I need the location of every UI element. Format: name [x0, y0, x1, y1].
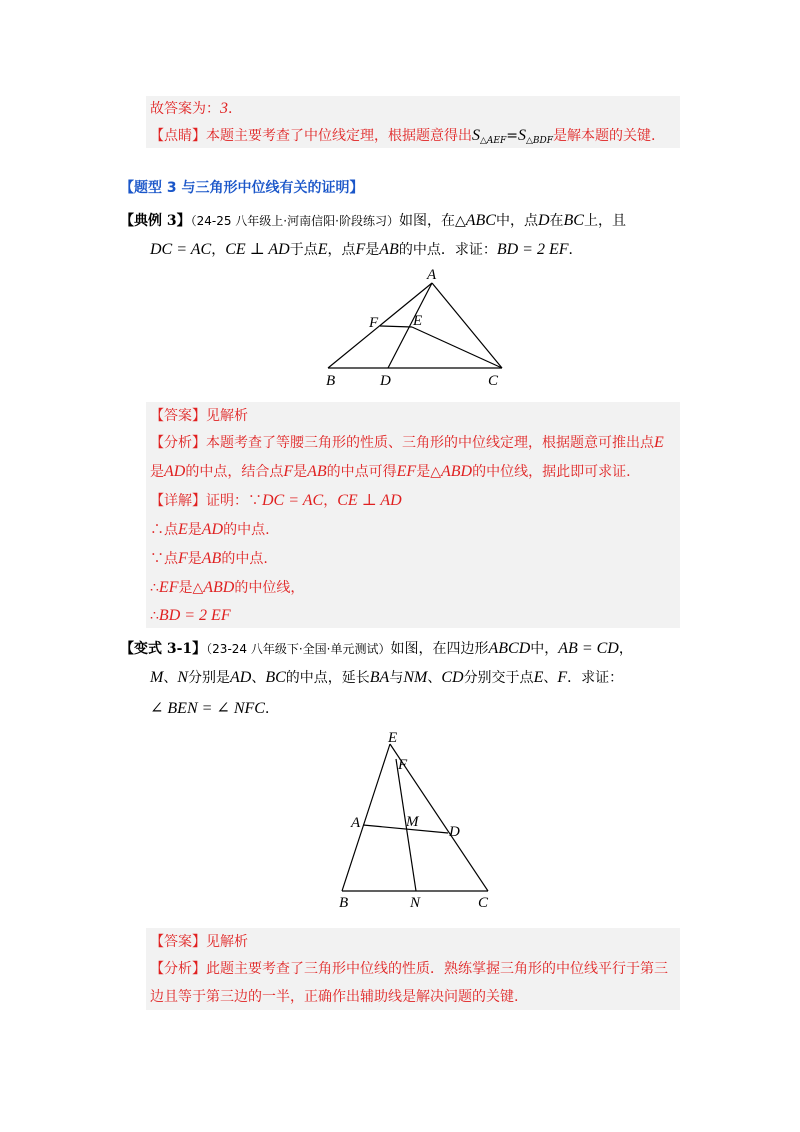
quadrilateral-figure-2 [330, 726, 500, 911]
variant31-line2: M、N分别是AD、BC的中点，延长BA与NM、CD分别交于点E、F．求证： [150, 669, 624, 686]
label-f: F [398, 757, 408, 773]
segment-fe [380, 326, 412, 327]
example3-analysis-line1: 【分析】本题考查了等腰三角形的性质、三角形的中位线定理，根据题意可推出点E [150, 434, 664, 451]
label-e: E [388, 730, 398, 746]
label-b: B [326, 373, 336, 389]
label-a: A [427, 267, 437, 283]
label-b: B [339, 895, 349, 911]
label-e: E [413, 313, 423, 329]
example3-step4: ∴BD = 2 EF [150, 607, 231, 624]
prev-comment-line: 【点睛】本题主要考查了中位线定理，根据题意得出$S_{\triangle AEF}=S_{\triangle BDF}$是解本题的关键. [150, 127, 656, 146]
variant31-analysis-line2: 边且等于第三边的一半，正确作出辅助线是解决问题的关键. [150, 989, 519, 1005]
label-d: D [449, 824, 460, 840]
label-d: D [380, 373, 391, 389]
label-a: A [351, 815, 361, 831]
section-title: 【题型 3 与三角形中位线有关的证明】 [120, 180, 364, 196]
prev-answer-line: 故答案为：3. [150, 100, 233, 117]
variant31-line3: ∠ BEN = ∠ NFC． [150, 700, 279, 717]
label-n: N [410, 895, 421, 911]
triangle-figure-1 [320, 265, 520, 390]
example3-line1: 【典例 3】（24-25 八年级上·河南信阳·阶段练习）如图，在△ABC中，点D在BC上，且 [120, 212, 626, 229]
example3-step2: ∵点F是AB的中点. [150, 550, 268, 567]
label-m: M [406, 814, 419, 830]
example3-step1: ∴点E是AD的中点. [150, 521, 270, 538]
segment-ac [432, 283, 502, 368]
example3-answer: 【答案】见解析 [150, 408, 248, 424]
example3-analysis-line2: 是AD的中点，结合点F是AB的中点可得EF是△ABD的中位线，据此即可求证. [150, 463, 631, 480]
example3-line2: DC = AC，CE ⊥ AD于点E，点F是AB的中点．求证：BD = 2 EF． [150, 241, 583, 258]
label-c: C [478, 895, 489, 911]
variant31-answer: 【答案】见解析 [150, 934, 248, 950]
example3-detail-line1: 【详解】证明：∵DC = AC，CE ⊥ AD [150, 492, 402, 509]
label-c: C [488, 373, 499, 389]
segment-ce [412, 327, 502, 368]
label-f: F [369, 315, 379, 331]
segment-eb [342, 744, 390, 891]
variant31-analysis-line1: 【分析】此题主要考查了三角形中位线的性质．熟练掌握三角形的中位线平行于第三 [150, 961, 668, 977]
variant31-line1: 【变式 3-1】（23-24 八年级下·全国·单元测试）如图，在四边形ABCD中，AB = CD， [120, 640, 633, 657]
example3-step3: ∴EF是△ABD的中位线， [150, 579, 305, 596]
segment-ad [388, 283, 432, 368]
